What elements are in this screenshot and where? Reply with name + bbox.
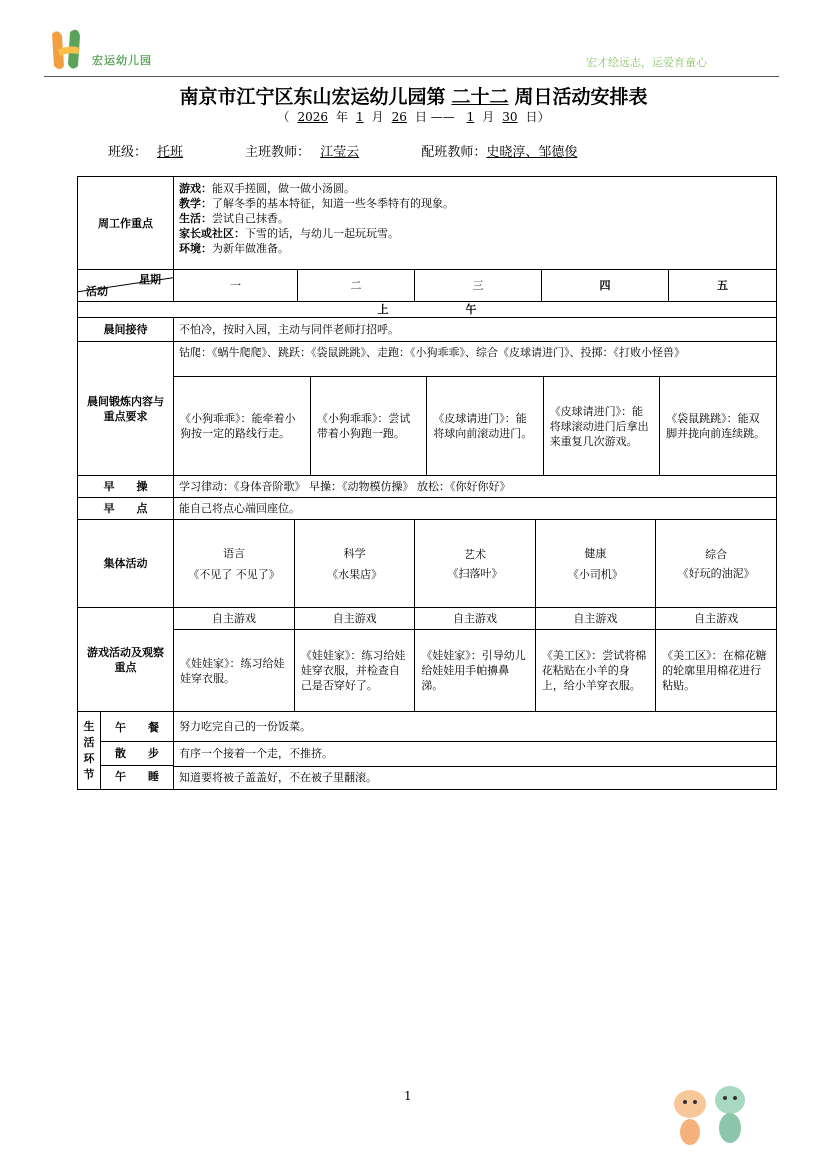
- focus-content: [174, 177, 777, 270]
- focus-value: 尝试自己抹香。: [212, 212, 289, 225]
- day-header: 一: [174, 270, 298, 302]
- date-separator: ——: [430, 110, 455, 124]
- date-range: [0, 108, 827, 125]
- focus-value: 能双手搓圆，做一做小汤圆。: [212, 182, 355, 195]
- exercise-day-cell: 《小狗乖乖》：尝试带着小狗跑一跑。: [310, 377, 426, 475]
- logo-text: 宏运幼儿园: [92, 54, 152, 67]
- group-activity-row: [78, 520, 777, 608]
- exercise-day-cell: 《小狗乖乖》：能牵着小狗按一定的路线行走。: [174, 377, 310, 475]
- title-suffix: 周日活动安排表: [514, 86, 648, 108]
- play-label: 游戏活动及观察重点: [78, 608, 174, 712]
- exercise-day-cell: 《皮球请进门》：能将球滚动进门后拿出来重复几次游戏。: [543, 377, 659, 475]
- focus-row: [78, 177, 777, 270]
- end-month-char: 月: [482, 110, 495, 124]
- activity-title: 《水果店》: [327, 567, 383, 581]
- morning-exercise-label: 早 操: [78, 476, 174, 498]
- group-activity-cell: [174, 520, 777, 608]
- exercise-days-table: [174, 377, 776, 475]
- life-label: [78, 712, 101, 789]
- group-activity-table: [174, 520, 776, 607]
- play-type: 自主游戏: [294, 608, 414, 630]
- activity-title: 《不见了 不见了》: [188, 567, 280, 581]
- activity-subject: 健康: [584, 546, 607, 560]
- day-header: 三: [415, 270, 542, 302]
- life-sublabels: [101, 712, 174, 789]
- group-activity-day: [174, 520, 294, 607]
- assist-teacher-label: 配班教师：: [421, 145, 487, 160]
- activity-subject: 综合: [705, 547, 728, 561]
- month-char: 月: [371, 110, 384, 124]
- title-prefix: 南京市江宁区东山宏运幼儿园第: [179, 86, 446, 108]
- exercise-days-row: [78, 377, 777, 476]
- life-row-text: 有序一个接着一个走，不推挤。: [174, 741, 777, 766]
- play-cell: [174, 608, 777, 712]
- page-number: 1: [404, 1089, 412, 1103]
- day-header: 二: [298, 270, 415, 302]
- play-type: 自主游戏: [656, 608, 776, 630]
- exercise-summary: 钻爬：《蜗牛爬爬》、跳跃：《袋鼠跳跳》、走跑：《小狗乖乖》、综合《皮球请进门》、投掷：《打败小怪兽》: [174, 342, 777, 377]
- mascot-illustration: [668, 1078, 764, 1148]
- play-day: 《娃娃家》：引导幼儿给娃娃用手帕擤鼻涕。: [415, 630, 535, 712]
- start-month: 1: [356, 110, 364, 124]
- exercise-row: [78, 342, 777, 377]
- life-row-label: 午 餐: [101, 714, 173, 742]
- slogan: 宏才绘远志，运爱育童心: [586, 56, 707, 69]
- end-month: 1: [466, 110, 475, 124]
- focus-key: 环境：: [179, 242, 212, 255]
- end-day: 30: [502, 110, 518, 124]
- start-year: 2026: [297, 110, 328, 124]
- exercise-days-cell: [174, 377, 777, 476]
- morning-exercise-row: [78, 476, 777, 498]
- focus-label: 周工作重点: [78, 177, 174, 270]
- activity-subject: 科学: [343, 546, 366, 560]
- focus-value: 为新年做准备。: [212, 242, 289, 255]
- group-activity-day: [294, 520, 414, 607]
- activity-title: 《好玩的油泥》: [677, 566, 755, 580]
- activity-title: 《小司机》: [567, 567, 623, 581]
- focus-key: 教学：: [179, 197, 212, 210]
- life-row-text: 知道要将被子盖盖好，不在被子里翻滚。: [174, 766, 777, 789]
- activity-title: 《扫落叶》: [447, 566, 503, 580]
- group-activity-day: [415, 520, 535, 607]
- arrival-label: 晨间接待: [78, 318, 174, 342]
- activity-subject: 艺术: [464, 547, 487, 561]
- focus-item: [179, 241, 771, 256]
- play-day: 《美工区》：尝试将棉花粘贴在小羊的身上，给小羊穿衣服。: [535, 630, 655, 712]
- class-info: [108, 141, 577, 160]
- weekday-header-row: [78, 270, 777, 302]
- focus-item: [179, 196, 771, 211]
- play-row: [78, 608, 777, 712]
- life-row: [78, 712, 777, 742]
- activity-subject: 语言: [222, 546, 245, 560]
- focus-item: [179, 226, 771, 241]
- kindergarten-logo: [44, 26, 184, 76]
- exercise-day-cell: 《袋鼠跳跳》：能双脚并拢向前连续跳。: [666, 412, 766, 440]
- play-day: 《娃娃家》：练习给娃娃穿衣服。: [174, 630, 294, 712]
- life-row: [78, 741, 777, 766]
- snack-text: 能自己将点心端回座位。: [174, 498, 777, 520]
- exercise-day-cell: 《皮球请进门》：能将球向前滚动进门。: [427, 377, 543, 475]
- snack-label: 早 点: [78, 498, 174, 520]
- start-day: 26: [391, 110, 407, 124]
- day-header: 四: [542, 270, 669, 302]
- snack-row: [78, 498, 777, 520]
- page-title: [0, 82, 827, 109]
- activity-table: [77, 176, 777, 790]
- focus-item: [179, 181, 771, 196]
- focus-key: 游戏：: [179, 182, 212, 195]
- life-row-text: 努力吃完自己的一份饭菜。: [174, 712, 777, 742]
- play-type: 自主游戏: [174, 608, 294, 630]
- weekday-label: 星期: [139, 273, 161, 286]
- focus-value: 下雪的话，与幼儿一起玩玩雪。: [245, 227, 399, 240]
- life-label-text: 生活环节: [83, 719, 95, 781]
- date-open: （: [277, 110, 290, 124]
- title-week: 二十二: [451, 86, 509, 108]
- day-char: 日: [414, 110, 427, 124]
- life-section: [78, 712, 174, 790]
- play-table: [174, 608, 776, 711]
- play-type: 自主游戏: [535, 608, 655, 630]
- focus-value: 了解冬季的基本特征，知道一些冬季特有的现象。: [212, 197, 454, 210]
- logo-mark-icon: [44, 26, 104, 76]
- main-teacher-label: 主班教师：: [245, 145, 311, 160]
- mascot-icon: [668, 1078, 764, 1148]
- class-value: 托班: [157, 145, 184, 160]
- life-label-table: [78, 712, 173, 789]
- group-activity-day: [656, 520, 776, 607]
- main-teacher-value: 江莹云: [320, 145, 360, 160]
- arrival-text: 不怕冷，按时入园，主动与同伴老师打招呼。: [174, 318, 777, 342]
- life-row: [78, 766, 777, 789]
- focus-item: [179, 211, 771, 226]
- date-close: ）: [537, 110, 550, 124]
- diagonal-header-cell: [78, 270, 174, 302]
- day-header: 五: [669, 270, 777, 302]
- life-row-label: 午 睡: [115, 769, 159, 783]
- arrival-row: [78, 318, 777, 342]
- life-row-label: 散 步: [101, 742, 173, 766]
- morning-exercise-text: 学习律动：《身体音阶歌》 早操：《动物模仿操》 放松：《你好你好》: [174, 476, 777, 498]
- year-char: 年: [335, 110, 348, 124]
- exercise-label: 晨间锻炼内容与重点要求: [78, 342, 174, 476]
- play-type: 自主游戏: [415, 608, 535, 630]
- group-activity-label: 集体活动: [78, 520, 174, 608]
- end-day-char: 日: [525, 110, 538, 124]
- play-day: 《娃娃家》：练习给娃娃穿衣服，并检查自己是否穿好了。: [294, 630, 414, 712]
- assist-teacher-value: 史晓淳、邹德俊: [486, 145, 578, 160]
- focus-key: 家长或社区：: [179, 227, 245, 240]
- class-label: 班级：: [108, 145, 148, 160]
- morning-label: 上 午: [78, 302, 777, 318]
- activity-label: 活动: [86, 285, 108, 298]
- play-day: 《美工区》：在棉花糖的轮廓里用棉花进行粘贴。: [662, 649, 767, 692]
- focus-key: 生活：: [179, 212, 212, 225]
- group-activity-day: [535, 520, 655, 607]
- morning-row: [78, 302, 777, 318]
- header-divider: [44, 76, 779, 77]
